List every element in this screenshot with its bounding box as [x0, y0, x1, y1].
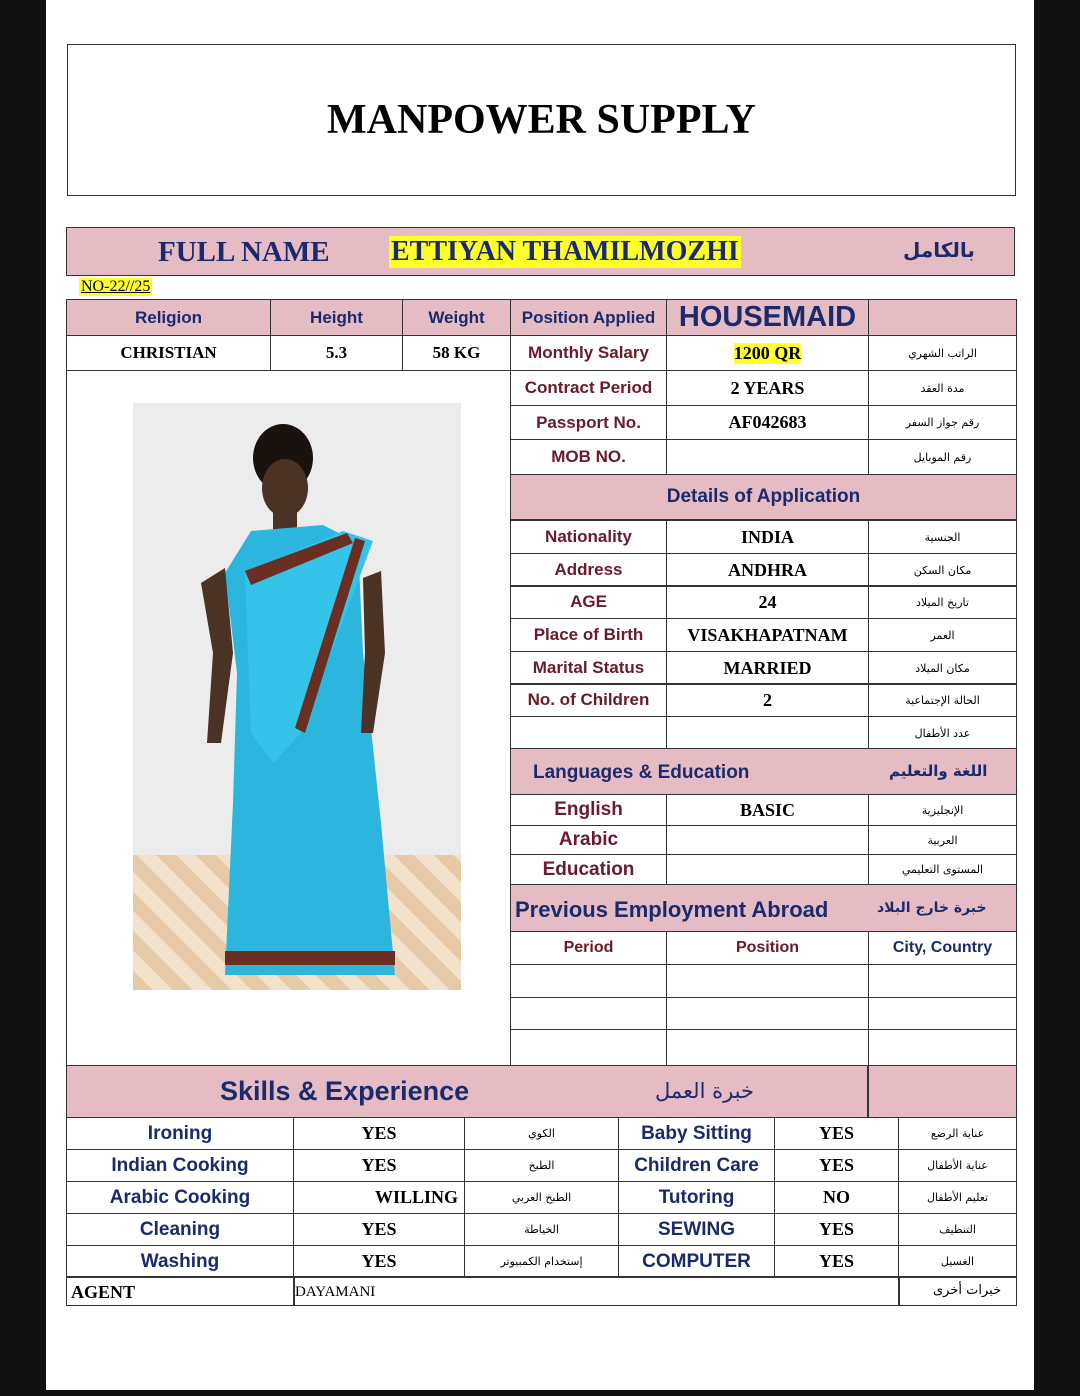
skills-heading-bar	[66, 1065, 1017, 1118]
application-row-value	[666, 553, 869, 587]
skill-left-value-text: YES	[361, 1251, 397, 1271]
skill-right-label	[618, 1245, 775, 1278]
mob-no-arabic: رقم الموبايل	[868, 439, 1017, 475]
skill-left-value	[293, 1149, 465, 1182]
monthly-salary-label: Monthly Salary	[510, 335, 667, 371]
contract-period-arabic: مدة العقد	[868, 370, 1017, 406]
skill-right-label-text: Baby Sitting	[641, 1122, 752, 1144]
application-row-label	[510, 553, 667, 587]
passport-no-label: Passport No.	[510, 405, 667, 440]
full-name-arabic: بالكامل	[903, 238, 975, 262]
application-row-value	[666, 651, 869, 685]
application-row-arabic-text: عدد الأطفال	[914, 726, 971, 740]
position-applied-arabic-cell	[868, 299, 1017, 336]
application-row-arabic	[868, 651, 1017, 685]
agent-arabic: خبرات أخرى	[933, 1283, 1002, 1298]
skill-right-arabic-text: عناية الرضع	[930, 1127, 985, 1140]
application-row-label-text: Marital Status	[532, 658, 645, 677]
skill-right-arabic-text: الغسيل	[940, 1255, 975, 1268]
skill-left-value	[293, 1213, 465, 1246]
application-row-label-text: Place of Birth	[533, 625, 644, 644]
employment-col-period: Period	[510, 931, 667, 965]
skill-left-arabic-text: الخياطة	[524, 1223, 559, 1236]
skill-left-value-text: YES	[361, 1155, 397, 1175]
application-row-value	[666, 618, 869, 652]
skill-right-label	[618, 1117, 775, 1150]
applicant-photo	[133, 403, 461, 990]
skill-right-arabic-text: تعليم الأطفال	[926, 1191, 989, 1204]
skill-left-label	[66, 1181, 294, 1214]
language-row-arabic	[868, 794, 1017, 826]
skill-right-label	[618, 1149, 775, 1182]
language-row-label	[510, 794, 667, 826]
mob-no-label: MOB NO.	[510, 439, 667, 475]
skill-right-arabic	[898, 1213, 1017, 1246]
language-row-label-text: English	[554, 799, 623, 820]
application-row-arabic	[868, 585, 1017, 619]
height-header: Height	[270, 299, 403, 336]
skill-left-label	[66, 1117, 294, 1150]
skill-left-value-text: YES	[361, 1123, 397, 1143]
language-row-value-text: BASIC	[739, 799, 796, 820]
skill-left-label-text: Washing	[140, 1250, 220, 1272]
skill-right-value-text: YES	[818, 1251, 854, 1271]
languages-heading-arabic: اللغة والتعليم	[889, 762, 988, 780]
skill-left-arabic-text: إستخدام الكمبيوتر	[500, 1255, 583, 1268]
skill-right-arabic-text: عناية الأطفال	[927, 1159, 988, 1172]
skill-left-arabic-text: الطبخ	[528, 1159, 555, 1172]
application-row-arabic-text: مكان الميلاد	[915, 661, 970, 675]
skill-left-value	[293, 1245, 465, 1278]
full-name-value: ETTIYAN THAMILMOZHI	[391, 236, 739, 267]
employment-city-cell	[868, 964, 1017, 998]
skill-left-arabic-text: الطبخ العربي	[511, 1191, 572, 1204]
skill-right-label-text: Tutoring	[658, 1186, 735, 1208]
language-row-label-text: Arabic	[558, 829, 619, 850]
employment-heading-bar	[510, 884, 1017, 932]
application-row-arabic	[868, 683, 1017, 717]
skill-right-value	[774, 1149, 899, 1182]
employment-heading: Previous Employment Abroad	[515, 897, 829, 922]
religion-header: Religion	[66, 299, 271, 336]
skill-right-arabic	[898, 1117, 1017, 1150]
height-value: 5.3	[270, 335, 403, 371]
employment-city-cell	[868, 997, 1017, 1030]
application-row-label	[510, 585, 667, 619]
skill-left-arabic	[464, 1149, 619, 1182]
application-row-arabic-text: العمر	[930, 628, 955, 642]
application-row-label	[510, 651, 667, 685]
monthly-salary-value: 1200 QR	[666, 335, 869, 371]
skill-right-arabic-text: التنظيف	[939, 1223, 976, 1236]
application-row-arabic-text: تاريخ الميلاد	[916, 595, 969, 609]
skill-left-arabic	[464, 1245, 619, 1278]
skill-left-label-text: Indian Cooking	[111, 1154, 249, 1176]
weight-value: 58 KG	[402, 335, 511, 371]
application-row-value-text: 24	[758, 591, 777, 612]
application-row-value-text: MARRIED	[723, 657, 812, 678]
skill-left-label-text: Arabic Cooking	[109, 1186, 251, 1208]
application-row-arabic-text: الجنسية	[924, 530, 961, 544]
skill-right-value-text: YES	[818, 1123, 854, 1143]
application-row-label	[510, 520, 667, 554]
skill-right-label-text: Children Care	[634, 1154, 759, 1176]
application-row-value	[666, 585, 869, 619]
skill-right-label-text: SEWING	[657, 1218, 736, 1240]
employment-position-cell	[666, 964, 869, 998]
employment-period-cell	[510, 997, 667, 1030]
skill-right-value-text: NO	[823, 1187, 850, 1207]
religion-value: CHRISTIAN	[66, 335, 271, 371]
employment-position-cell	[666, 1029, 869, 1066]
language-row-value	[666, 825, 869, 855]
application-row-value-text: ANDHRA	[728, 559, 807, 580]
details-of-application-heading: Details of Application	[510, 474, 1017, 520]
application-row-arabic-text: مكان السكن	[913, 563, 972, 577]
language-row-arabic	[868, 854, 1017, 885]
agent-row	[66, 1276, 1017, 1306]
skill-left-arabic	[464, 1213, 619, 1246]
application-row-label	[510, 716, 667, 750]
name-bar	[66, 227, 1015, 276]
skills-heading-arabic: خبرة العمل	[655, 1079, 754, 1103]
skill-left-label	[66, 1213, 294, 1246]
application-row-arabic	[868, 716, 1017, 750]
skill-left-label	[66, 1245, 294, 1278]
skill-left-value	[293, 1181, 465, 1214]
application-row-label	[510, 618, 667, 652]
monthly-salary-arabic: الراتب الشهري	[868, 335, 1017, 371]
skill-right-value	[774, 1245, 899, 1278]
language-row-label-text: Education	[542, 858, 635, 880]
employment-period-cell	[510, 964, 667, 998]
application-row-arabic	[868, 618, 1017, 652]
skill-right-arabic	[898, 1181, 1017, 1214]
employment-heading-arabic: خبرة خارج البلاد	[877, 900, 987, 916]
mob-no-value	[666, 439, 869, 475]
skill-right-label-text: COMPUTER	[642, 1250, 751, 1272]
contract-period-label: Contract Period	[510, 370, 667, 406]
skill-left-label-text: Cleaning	[139, 1218, 221, 1240]
languages-heading-bar	[510, 748, 1017, 795]
skill-left-label	[66, 1149, 294, 1182]
application-row-value-text: VISAKHAPATNAM	[687, 624, 848, 645]
skills-heading-divider	[867, 1066, 869, 1117]
skill-right-label	[618, 1213, 775, 1246]
employment-col-position: Position	[666, 931, 869, 965]
ref-number: NO-22//25	[81, 278, 151, 295]
employment-city-cell	[868, 1029, 1017, 1066]
agent-label: AGENT	[71, 1282, 136, 1302]
languages-heading: Languages & Education	[533, 762, 750, 783]
skill-right-arabic	[898, 1245, 1017, 1278]
language-row-value	[666, 854, 869, 885]
language-row-arabic-text: العربية	[927, 833, 958, 847]
skill-left-label-text: Ironing	[147, 1122, 213, 1144]
skill-right-value-text: YES	[818, 1219, 854, 1239]
application-row-label	[510, 683, 667, 717]
title-box	[67, 44, 1016, 196]
language-row-arabic-text: المستوى التعليمي	[901, 863, 984, 876]
weight-header: Weight	[402, 299, 511, 336]
language-row-label	[510, 854, 667, 885]
application-row-label-text: AGE	[570, 592, 607, 611]
position-applied-value: HOUSEMAID	[666, 299, 869, 336]
skill-left-value-text: WILLING	[374, 1187, 458, 1207]
page-title: MANPOWER SUPPLY	[327, 97, 756, 143]
contract-period-value: 2 YEARS	[666, 370, 869, 406]
application-row-value	[666, 520, 869, 554]
application-row-value-text: INDIA	[740, 526, 794, 547]
application-row-arabic	[868, 553, 1017, 587]
application-row-arabic-text: الحالة الإجتماعية	[905, 693, 980, 707]
skill-right-value	[774, 1213, 899, 1246]
application-row-label-text: No. of Children	[527, 690, 650, 709]
language-row-label	[510, 825, 667, 855]
application-row-arabic	[868, 520, 1017, 554]
skill-right-value	[774, 1117, 899, 1150]
application-row-label-text: Nationality	[545, 527, 632, 546]
skills-heading: Skills & Experience	[220, 1076, 470, 1106]
skill-left-value-text: YES	[361, 1219, 397, 1239]
skill-right-arabic	[898, 1149, 1017, 1182]
cv-page	[46, 0, 1034, 1390]
passport-no-arabic: رقم جواز السفر	[868, 405, 1017, 440]
agent-divider-right	[898, 1277, 900, 1305]
passport-no-value: AF042683	[666, 405, 869, 440]
skill-right-value-text: YES	[818, 1155, 854, 1175]
skill-left-arabic	[464, 1117, 619, 1150]
application-row-value	[666, 716, 869, 750]
skill-left-value	[293, 1117, 465, 1150]
application-row-value	[666, 683, 869, 717]
application-row-label-text: Address	[554, 560, 623, 579]
full-name-label: FULL NAME	[158, 236, 330, 268]
employment-col-city-country: City, Country	[868, 931, 1017, 965]
skill-right-label	[618, 1181, 775, 1214]
language-row-arabic-text: الإنجليزية	[921, 803, 964, 817]
application-row-value-text: 2	[763, 689, 772, 710]
person-figure	[133, 403, 461, 990]
language-row-value	[666, 794, 869, 826]
skill-right-value	[774, 1181, 899, 1214]
position-applied-label: Position Applied	[510, 299, 667, 336]
agent-value: DAYAMANI	[295, 1284, 376, 1300]
employment-position-cell	[666, 997, 869, 1030]
language-row-arabic	[868, 825, 1017, 855]
skill-left-arabic	[464, 1181, 619, 1214]
employment-period-cell	[510, 1029, 667, 1066]
skill-left-arabic-text: الكوي	[528, 1127, 555, 1140]
